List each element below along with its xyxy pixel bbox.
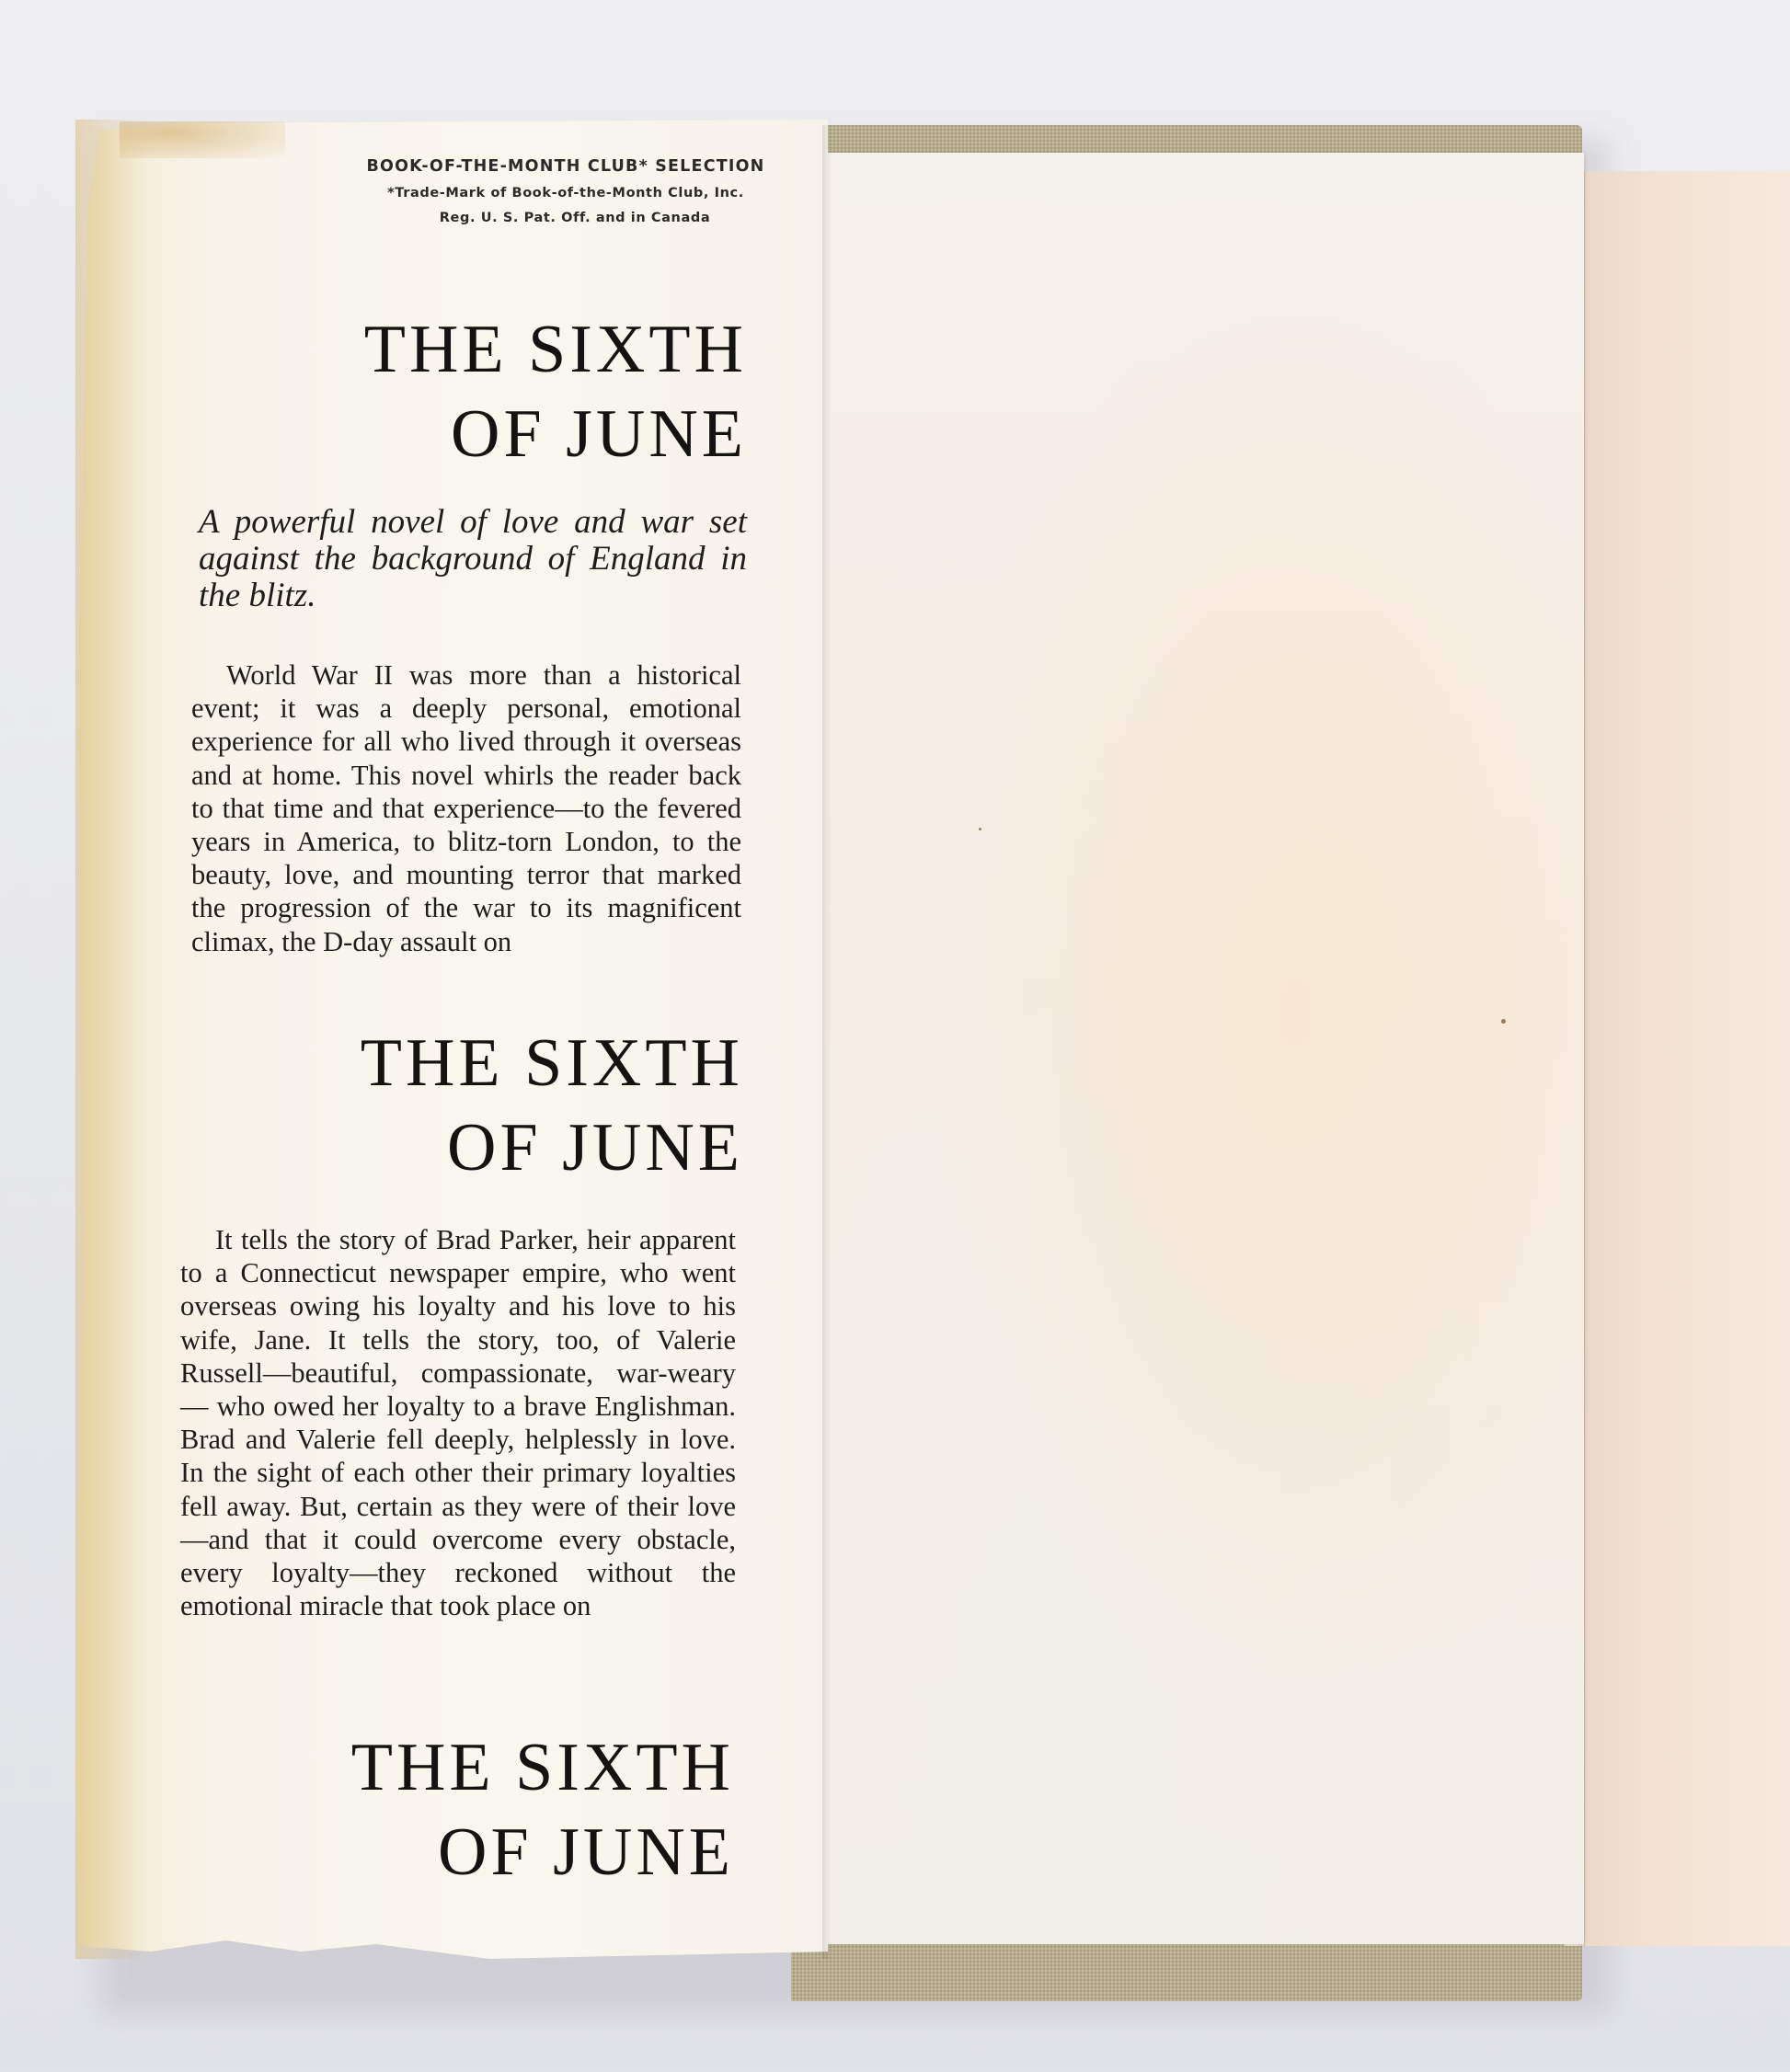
paragraph-2 [180, 1223, 736, 1622]
flap-top-stain [120, 121, 285, 158]
book-title-1 [276, 307, 747, 476]
registration-line: Reg. U. S. Pat. Off. and in Canada [439, 211, 711, 225]
page-edges [1564, 171, 1790, 1946]
title-line-1: THE SIXTH [360, 1025, 743, 1101]
title-line-2: OF JUNE [438, 1814, 734, 1890]
paragraph-2-text: It tells the story of Brad Parker, heir apparent to a Connecticut newspaper empire, who went overseas owing his loyalty and his love to his wife, Jane. It tells the story, too, of Valerie Russell—beautiful, compassionate, war-weary — who owed her loyalty to a brave Englishman. Brad and Valerie fell deeply, helplessly in love. In the sight of each other their primary loyalties fell away. But, certain as they were of their love—and that it could overcome every obstacle, every loyalty—they reckoned without the emotional miracle that took place on [180, 1224, 736, 1622]
trademark-line: *Trade-Mark of Book-of-the-Month Club, Inc. [387, 186, 744, 200]
title-line-1: THE SIXTH [350, 1730, 734, 1805]
book-title-3 [258, 1725, 734, 1895]
dust-jacket-front-panel [824, 153, 1584, 1944]
paper-speck [979, 828, 981, 830]
book-title-2 [267, 1021, 743, 1190]
title-line-1: THE SIXTH [363, 312, 747, 387]
book-club-selection-line: BOOK-OF-THE-MONTH CLUB* SELECTION [366, 157, 765, 176]
paragraph-1-text: World War II was more than a historical event; it was a deeply personal, emotional experience for all who lived through it overseas and at home. This novel whirls the reader back to that time and that experience—to the fevered years in America, to blitz-torn London, to the beauty, love, and mounting terror that marked the progression of the war to its magnificent climax, the D-day assault on [191, 659, 741, 957]
title-line-2: OF JUNE [447, 1110, 743, 1185]
paper-speck [1501, 1019, 1506, 1024]
tagline: A powerful novel of love and war set against the background of England in the blitz. [199, 503, 747, 614]
flap-shadow [822, 125, 832, 1959]
book-club-notice [350, 153, 782, 230]
paragraph-1 [191, 658, 741, 958]
title-line-2: OF JUNE [451, 396, 747, 472]
